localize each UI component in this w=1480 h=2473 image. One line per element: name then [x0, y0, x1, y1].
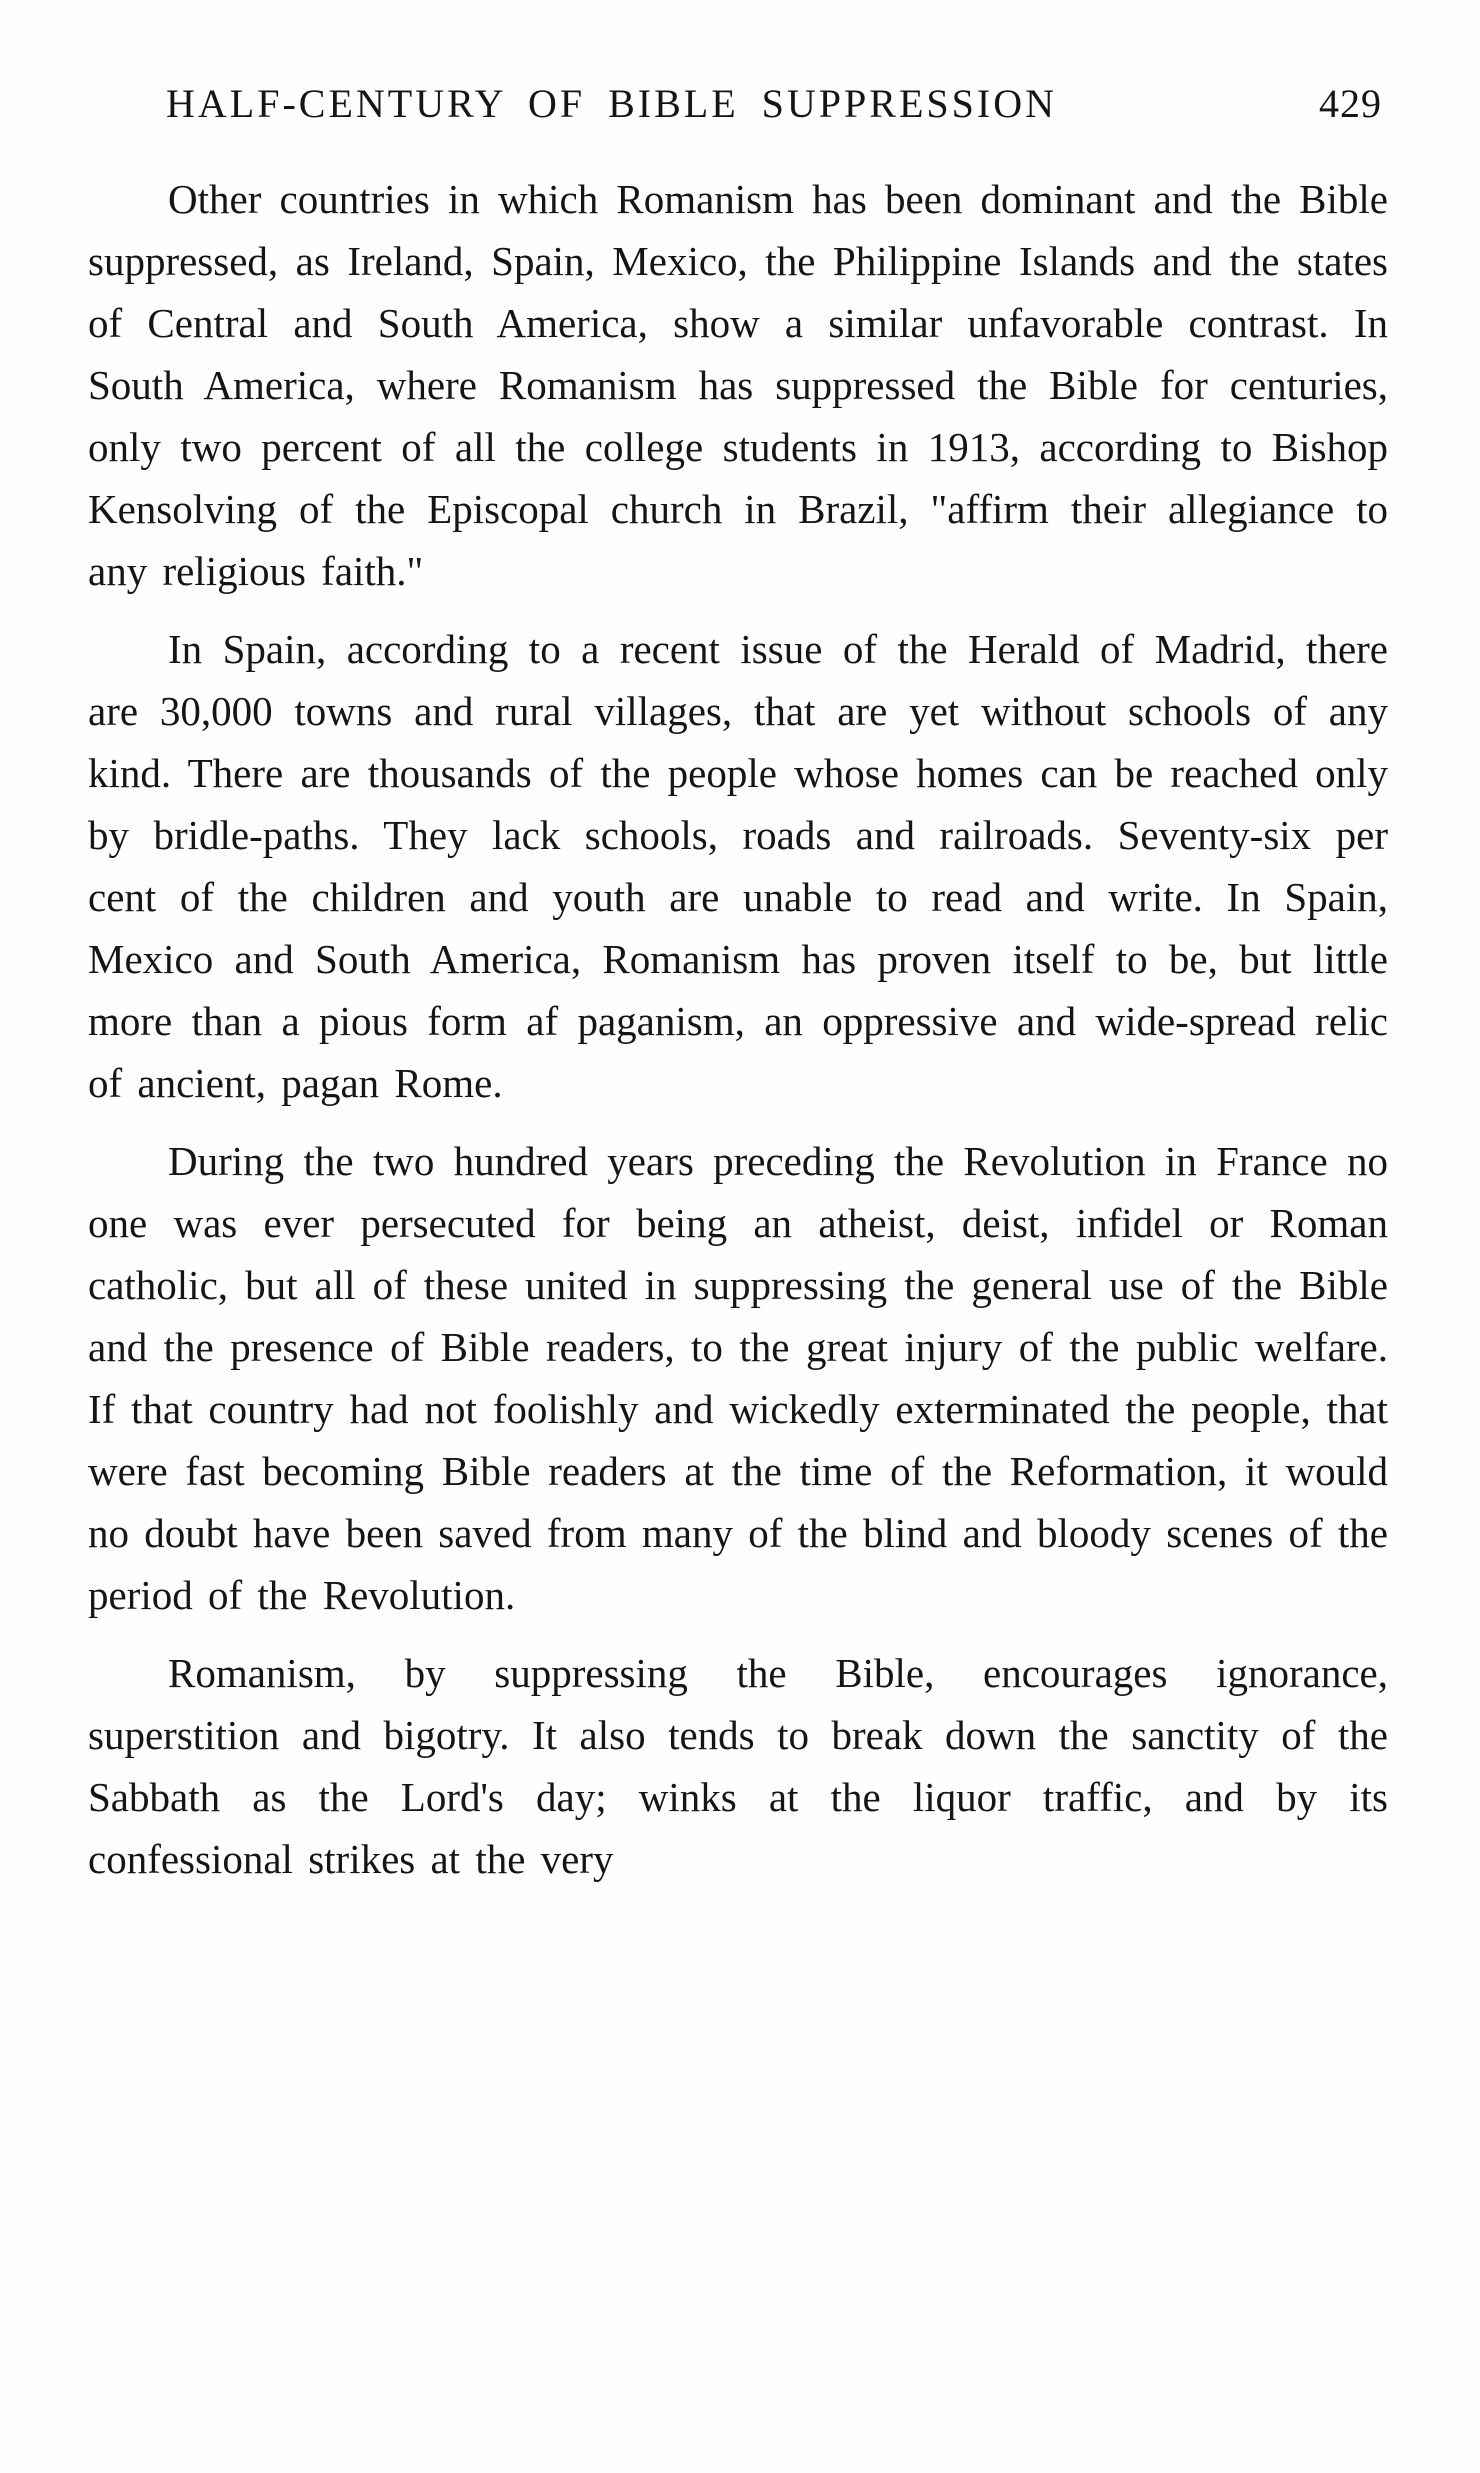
- page-number: 429: [1319, 81, 1382, 126]
- running-head: [104, 80, 1382, 128]
- paragraph: In Spain, according to a recent issue of the Herald of Madrid, there are 30,000 towns and rural villages, that are yet without schools of any kind. There are thousands of the people whose homes can be reached only by bridle-paths. They lack schools, roads and railroads. Seventy-six per cent of the children and youth are unable to read and write. In Spain, Mexico and South America, Romanism has proven itself to be, but little more than a pious form af paganism, an oppressive and wide-spread relic of ancient, pagan Rome.: [88, 626, 1388, 1106]
- paragraph: Other countries in which Romanism has been dominant and the Bible suppressed, as Ireland, Spain, Mexico, the Philippine Islands and the states of Central and South America, show a similar unfavorable contrast. In South America, where Romanism has suppressed the Bible for centuries, only two percent of all the college students in 1913, according to Bishop Kensolving of the Episcopal church in Brazil, "affirm their allegiance to any religious faith.": [88, 176, 1388, 594]
- page-body: [88, 168, 1388, 1890]
- paragraph: During the two hundred years preceding the Revolution in France no one was ever persecuted for being an atheist, deist, infidel or Roman catholic, but all of these united in suppressing the general use of the Bible and the presence of Bible readers, to the great injury of the public welfare. If that country had not foolishly and wickedly exterminated the people, that were fast becoming Bible readers at the time of the Reformation, it would no doubt have been saved from many of the blind and bloody scenes of the period of the Revolution.: [88, 1138, 1388, 1618]
- paragraph: Romanism, by suppressing the Bible, encourages ignorance, superstition and bigotry. It also tends to break down the sanctity of the Sabbath as the Lord's day; winks at the liquor traffic, and by its confessional strikes at the very: [88, 1650, 1388, 1882]
- page-header-title: HALF-CENTURY OF BIBLE SUPPRESSION: [166, 81, 1057, 126]
